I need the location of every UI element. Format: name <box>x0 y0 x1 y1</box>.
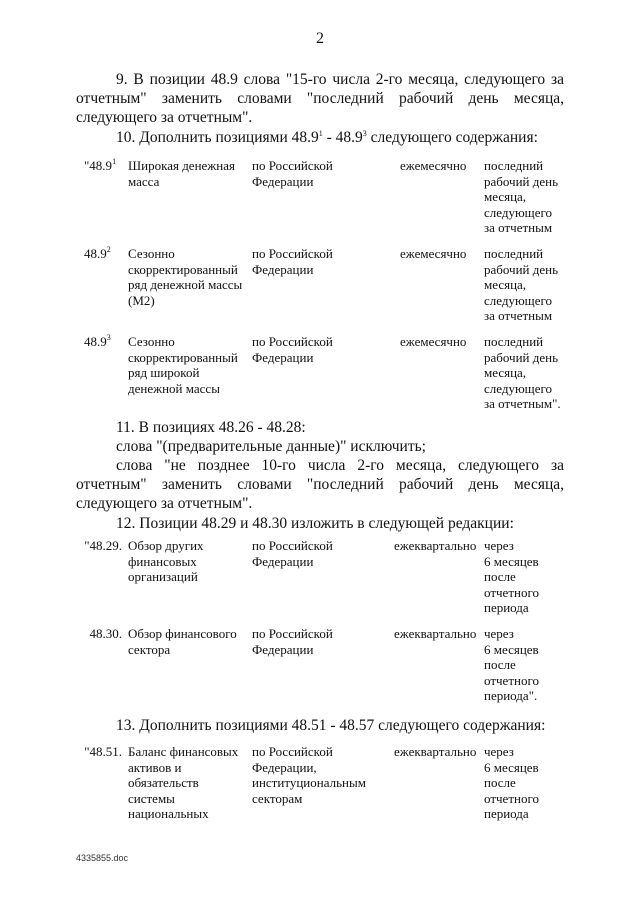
frequency-cell: ежеквартально <box>394 744 477 759</box>
position-number: "48.51. <box>84 744 122 759</box>
indicator-name: Широкая денежная масса <box>128 158 235 189</box>
deadline-cell: через 6 месяцев после отчетного периода". <box>484 626 539 703</box>
paragraph-11-line-2: слова "не позднее 10-го числа 2-го месяца, следующего за отчетным" заменить словами "последний рабочий день месяца, следующего за отчетным". <box>76 457 564 512</box>
document-filename: 4335855.doc <box>76 853 129 863</box>
frequency-cell: ежемесячно <box>400 246 467 261</box>
paragraph-10-text-c: следующего содержания: <box>366 129 538 146</box>
indicator-name: Сезонно скорректированный ряд широкой денежной массы <box>128 334 238 396</box>
frequency-cell: ежеквартально <box>394 626 477 641</box>
frequency-cell: ежемесячно <box>400 334 467 349</box>
indicator-name: Обзор финансового сектора <box>128 626 237 657</box>
position-number: "48.29. <box>84 538 122 553</box>
indicator-name: Сезонно скорректированный ряд денежной массы (М2) <box>128 246 243 308</box>
indicator-name: Баланс финансовых активов и обязательств системы национальных <box>128 744 239 821</box>
frequency-cell: ежемесячно <box>400 158 467 173</box>
deadline-cell: последний рабочий день месяца, следующего за отчетным <box>484 246 559 323</box>
region-cell: по Российской Федерации <box>252 538 333 569</box>
paragraph-12: 12. Позиции 48.29 и 48.30 изложить в следующей редакции: <box>116 515 514 532</box>
region-cell: по Российской Федерации <box>252 246 333 277</box>
position-number: 48.30. <box>89 626 122 641</box>
position-number: 48.9$^3$ <box>84 333 111 349</box>
paragraph-11-title: 11. В позициях 48.26 - 48.28: <box>116 419 306 436</box>
region-cell: по Российской Федерации <box>252 334 333 365</box>
paragraph-9: 9. В позиции 48.9 слова "15-го числа 2-го месяца, следующего за отчетным" заменить словами "последний рабочий день месяца, следующего за отчетным". <box>76 71 564 126</box>
deadline-cell: через 6 месяцев после отчетного периода <box>484 744 539 821</box>
paragraph-10 <box>76 128 564 147</box>
paragraph-10-sup-b: 3 <box>362 129 367 138</box>
indicator-name: Обзор других финансовых организаций <box>128 538 204 584</box>
region-cell: по Российской Федерации <box>252 626 333 657</box>
paragraph-10-text-a: 10. Дополнить позициями 48.9 <box>116 129 319 146</box>
frequency-cell: ежеквартально <box>394 538 477 553</box>
paragraph-10-sup-a: 1 <box>318 129 323 138</box>
page-number: 2 <box>316 30 324 47</box>
deadline-cell: последний рабочий день месяца, следующего за отчетным". <box>484 334 561 411</box>
deadline-cell: последний рабочий день месяца, следующего за отчетным <box>484 158 559 235</box>
position-number: 48.9$^2$ <box>84 245 111 261</box>
region-cell: по Российской Федерации <box>252 158 333 189</box>
region-cell: по Российской Федерации, институциональным секторам <box>252 744 366 806</box>
paragraph-13: 13. Дополнить позициями 48.51 - 48.57 следующего содержания: <box>116 717 546 734</box>
position-number: "48.9$^1$ <box>84 157 117 173</box>
paragraph-11-line-1: слова "(предварительные данные)" исключить; <box>116 438 426 455</box>
deadline-cell: через 6 месяцев после отчетного периода <box>484 538 539 615</box>
paragraph-10-text-b: - 48.9 <box>322 129 363 146</box>
